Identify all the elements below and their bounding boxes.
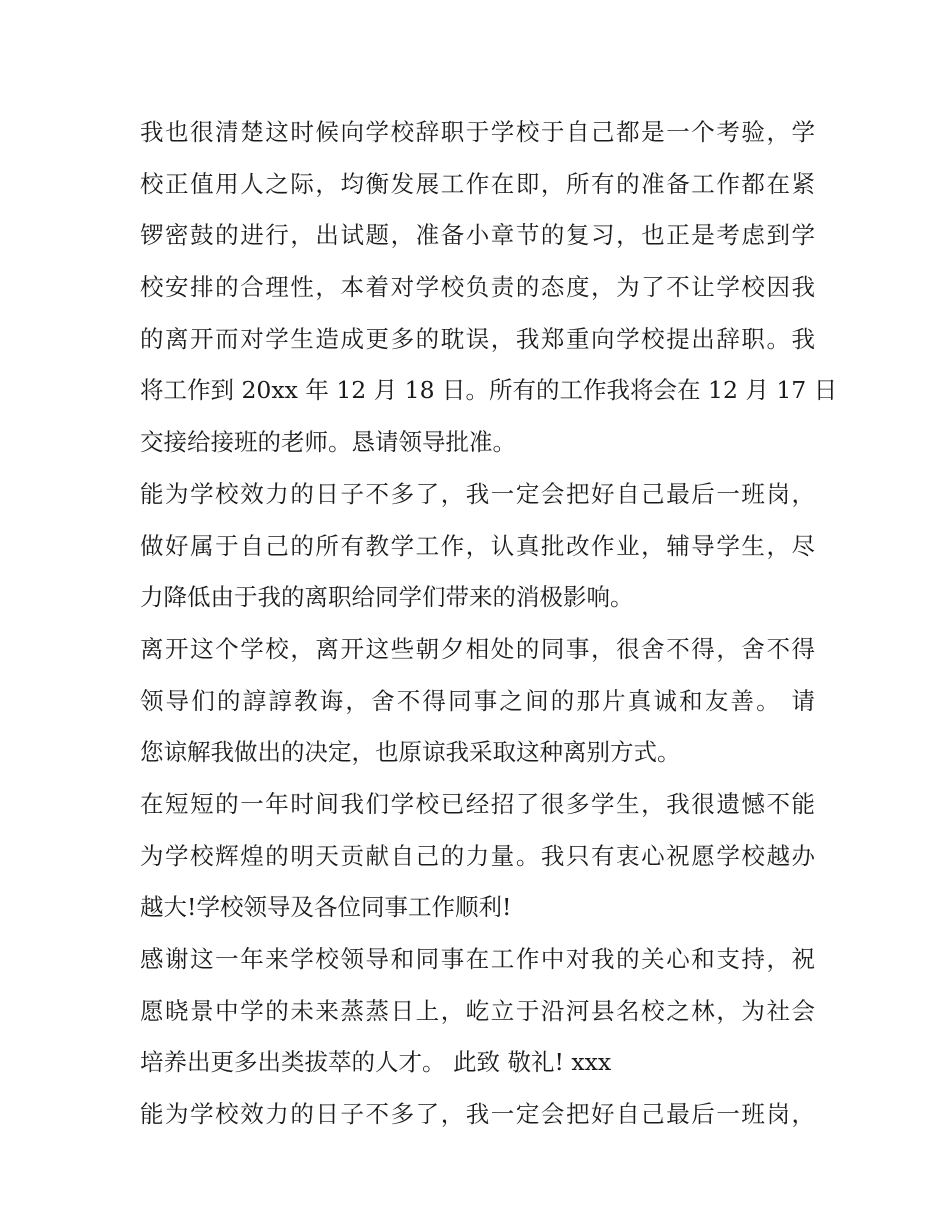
text-line: 您谅解我做出的决定，也原谅我采取这种离别方式。 bbox=[140, 738, 681, 767]
text-line: 领导们的諄諄教诲，舍不得同事之间的那片真诚和友善。 请 bbox=[140, 686, 815, 715]
document-body bbox=[140, 107, 838, 1141]
text-line: 感谢这一年来学校领导和同事在工作中对我的关心和支持，祝 bbox=[140, 945, 815, 973]
text-line: 做好属于自己的所有教学工作，认真批改作业，辅导学生，尽 bbox=[140, 531, 815, 560]
text-line: 培养出更多出类拔萃的人才。 此致 敬礼! xxx bbox=[140, 1048, 612, 1077]
text-line: 校安排的合理性，本着对学校负责的态度，为了不让学校因我 bbox=[140, 273, 815, 302]
text-line: 能为学校效力的日子不多了，我一定会把好自己最后一班岗， bbox=[140, 479, 815, 508]
text-line: 将工作到 20xx 年 12 月 18 日。所有的工作我将会在 12 月 17 日 bbox=[140, 376, 838, 405]
text-line: 为学校辉煌的明天贡献自己的力量。我只有衷心祝愿学校越办 bbox=[140, 841, 815, 870]
text-line: 力降低由于我的离职给同学们带来的消极影响。 bbox=[140, 583, 634, 612]
text-line: 校正值用人之际，均衡发展工作在即，所有的准备工作都在紧 bbox=[140, 169, 815, 198]
text-line: 在短短的一年时间我们学校已经招了很多学生，我很遗憾不能 bbox=[140, 789, 815, 818]
text-line: 离开这个学校，离开这些朝夕相处的同事，很舍不得，舍不得 bbox=[140, 634, 815, 663]
text-line: 锣密鼓的进行，出试题，准备小章节的复习，也正是考虑到学 bbox=[140, 221, 815, 250]
text-line: 能为学校效力的日子不多了，我一定会把好自己最后一班岗， bbox=[140, 1100, 815, 1129]
text-line: 越大!学校领导及各位同事工作顺利! bbox=[140, 893, 512, 922]
text-line: 交接给接班的老师。恳请领导批准。 bbox=[140, 428, 516, 457]
text-line: 愿晓景中学的未来蒸蒸日上，屹立于沿河县名校之林，为社会 bbox=[140, 996, 815, 1025]
text-line: 我也很清楚这时候向学校辞职于学校于自己都是一个考验，学 bbox=[140, 118, 815, 146]
text-line: 的离开而对学生造成更多的耽误，我郑重向学校提出辞职。我 bbox=[140, 324, 815, 353]
